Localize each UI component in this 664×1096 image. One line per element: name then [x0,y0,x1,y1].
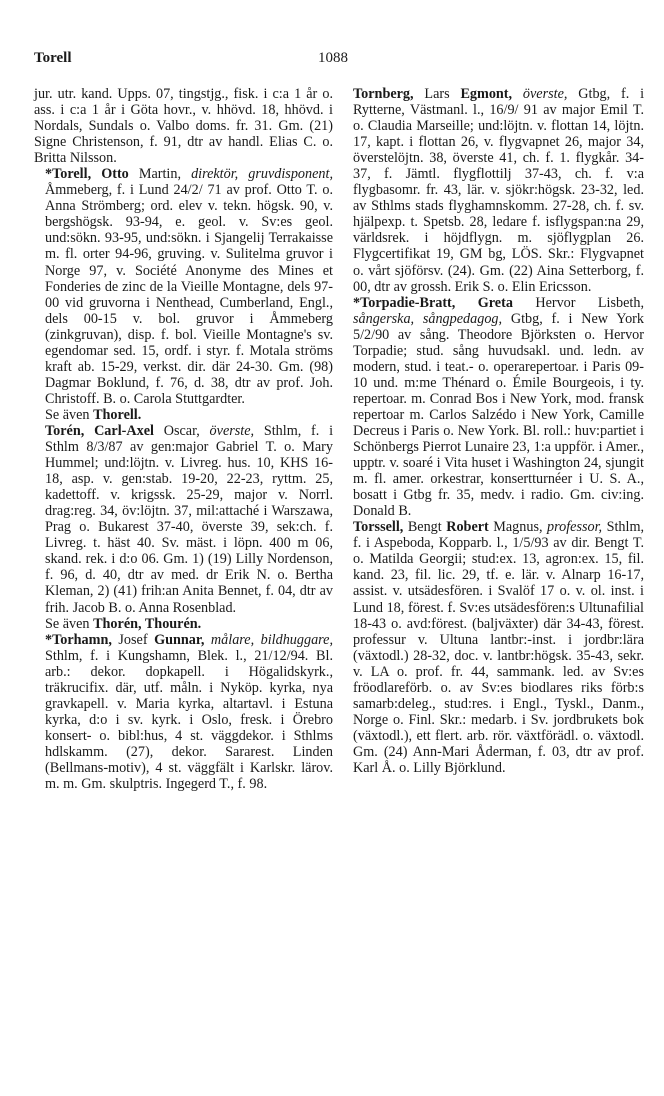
entry-text: Sthlm, f. i Aspeboda, Kopparb. l., 1/5/93 av dir. Bengt T. o. Matilda Georgii; stud:ex. 13, agron:ex. 15, fil. kand. 23, fil. lic. 29, tf. e. lär. v. Alnarp 16-17, assist. v. utsädesfören. i Svalöf 17 o. v. ol. inst. i Lund 18, förest. f. Sv:es utsädesfören:s Ultunafilial 18-43 o. avd:förest. (baljväxter) där 34-43, förest. professur v. Ultuna lantbr:-inst. i jordbr:lära (växtodl.) 28-32, doc. v. lantbr:högsk. 35-43, sekr. v. LA o. prof. fr. 44, sammank. led. av Sv:es fröodlareförb. o. av Sv:es biodlares riks förb:s samarb:deleg., stud:res. i Engl., Tyskl., Danm., Norge o. Finl. Skr.: medarb. i Sv. jordbrukets bok (växtodl.), ett flert. arb. rör. växtförädl. o. växtodl. Gm. (24) Ann-Mari Åderman, f. 03, dtr av prof. Karl Å. o. Lilly Björklund. [353,519,645,776]
see-also-target: Thorell. [93,406,142,423]
entry-text: jur. utr. kand. Upps. 07, tingstjg., fisk. i c:a 1 år o. ass. i c:a 1 år i Göta hovr., v. hhövd. 18, hhövd. i Nordals, Sundals o. Valbo doms. fr. 31. Gm. (21) Signe Christenson, f. 91, dtr av handl. Elias C. o. Britta Nilsson. [34,86,333,167]
biography-entry-torhamn-gunnar: *Torhamn, Josef Gunnar, målare, bildhuggare, Sthlm, f. i Kungshamn, Blek. l., 21/12/94. Bl. arb.: dekor. dopkapell. i Högalidskyrk., träkrucifix. där, utf. måln. i Nyköp. kyrka, nya gravkapell. v. Maria kyrka, altartavl. i Estuna kyrka, d:o i sv. kyrk. i Oslo, fresk. i Örebro konsert- o. bibl:hus, 4 st. väggdekor. i Sthlms hdlskamm. (27), dekor. Sararest. Linden (Bellmans-motiv), 4 st. väggfält i Karlskr. lärov. m. m. Gm. skulptris. Ingegerd T., f. 98. [45,631,333,793]
entry-text: Gtbg, f. i Rytterne, Västmanl. l., 16/9/ 91 av major Emil T. o. Claudia Marseille; und:löjtn. v. flottan 14, löjtn. 17, kapt. i flottan 26, v. flygvapnet 26, major 34, överstelöjtn. 38, överste 41, ch. f. 1. flygkår. 34-37, f. Jämtl. flygflottilj 37-43, ch. f. v:a flygbasomr. fr. 43, lär. v. sjökr:högsk. 23-32, led. av Sthlms stads flyghamnskomm. 27-28, ch. f. sv. hjälpexp. t. Spetsb. 28, ledare f. isflygspan:na 29, världsrek. i höjdflygn. m. sjöflygplan 26. Flygcertifikat 19, GM bg, LÖS. Skr.: Flygvapnet o. vårt sjöförsv. (24). Gm. (22) Aina Setterborg, f. 00, dtr av grossh. Erik S. o. Elin Ericsson. [353,86,645,295]
entry-title: överste, [209,422,255,439]
entry-first-name: Carl-Axel [94,422,154,439]
entry-first-name: Greta [477,294,513,311]
see-also-reference: Se även Thorell. [45,406,142,423]
entry-text: Åmmeberg, f. i Lund 24/2/ 71 av prof. Otto T. o. Anna Strömberg; ord. elev v. tekn. högsk. 90, v. bergshögsk. 93-94, e. geol. v. Sv:es geol. und:sökn. 93-95, und:sökn. i Sjangelij Terrakaisse m. fl. orter 94-96, gruving. v. Sulitelma gruvor i Norge 97, v. Société Anonyme des Mines et Fonderies de zinc de la Vieille Montagne, dels 97-00 vid gruvorna i Nenthead, Cumberland, Engl., dels 00-15 v. bol. gruvor i Åmmeberg (zinkgruvan), disp. f. bol. Vieille Montagne's sv. egendomar sed. 15, ordf. i styr. f. Motala ströms kraft ab. 15-29, verkst. dir. där 24-30. Gm. (98) Dagmar Boklund, f. 76, d. 38, dtr av prof. Joh. Christoff. B. o. Carola Stuttgardter. [45,182,333,407]
entry-surname: Torén, [45,422,85,439]
biography-entry-tornberg-egmont: Tornberg, Lars Egmont, överste, Gtbg, f. i Rytterne, Västmanl. l., 16/9/ 91 av major Emil T. o. Claudia Marseille; und:löjtn. v. flottan 14, löjtn. 17, kapt. i flottan 26, v. flygvapnet 26, major 34, överstelöjtn. 38, överste 41, ch. f. 1. flygkår. 34-37, f. Jämtl. flygflottilj 37-43, ch. f. v:a flygbasomr. fr. 43, lär. v. sjökr:högsk. 23-32, led. av Sthlms stads flyghamnskomm. 27-28, ch. f. sv. hjälpexp. t. Spetsb. 28, ledare f. isflygspan:na 29, världsrek. i höjdflygn. m. sjöflygplan 26. Flygcertifikat 19, GM bg, LÖS. Skr.: Flygvapnet o. vårt sjöförsv. (24). Gm. (22) Aina Setterborg, f. 00, dtr av grossh. Erik S. o. Elin Ericsson. [353,86,645,295]
running-head-surname: Torell [34,50,72,66]
entry-first-name: Egmont, [460,86,513,102]
entry-title: målare, bildhuggare, [210,631,333,648]
entry-title: professor, [547,519,603,536]
entry-first-name: Gunnar, [154,631,205,648]
continued-entry [34,86,333,166]
left-column [34,86,333,792]
see-also-reference: Se även Thorén, Thourén. [45,615,202,632]
entry-title: sångerska, sångpedagog, [353,310,503,327]
entry-first-name: Robert [446,519,489,536]
entry-surname: Tornberg, [353,86,414,102]
entry-title: överste, [522,86,568,102]
entry-first-name: Otto [101,166,129,183]
entry-text: Gtbg, f. i New York 5/2/90 av sång. Theodore Björksten o. Hervor Torpadie; stud. sång huvudsakl. und. ledn. av modern, stud. i teat.- o. operarepertoar. i Paris 09-10 und. m:me Thénard o. Émile Bourgeois, i ty. repertoar. m. Conrad Bos i New York, mod. fransk repertoar m. Carlos Salzédo i New York, Camille Decreus i Paris o. New York. Bl. roll.: huv:partiet i Schönbergs Pierrot Lunaire 23, 1:a uppför. i Amer., upptr. v. soaré i Vita huset i Washington 24, sjungit m. fl. amer. orkestrar, konsertturnéer i U. S. A., bosatt i Gtbg fr. 35, medv. i radio. Gm. civ:ing. Donald B. [353,310,645,520]
biography-entry-toren-carl-axel: Torén, Carl-Axel Oscar, överste, Sthlm, f. i Sthlm 8/3/87 av gen:major Gabriel T. o. Mary Hummel; und:löjtn. v. Livreg. hus. 10, KHS 16-18, asp. v. gen:stab. 19-20, 22-23, ryttm. 25, kadettoff. v. krigssk. 25-29, major v. Norrl. drag:reg. 34, öv:löjtn. 37, mil:attaché i Warszawa, Prag o. Bukarest 37-40, överste 39, sek:ch. f. Livreg. t. häst 40. Sv. mäst. i löpn. 400 m 06, skand. rek. i d:o 06. Gm. 1) (19) Lilly Nordenson, f. 96, d. 40, dtr av med. dr Erik N. o. Bertha Kleman, 2) (41) frih:an Anita Bennet, f. 04, dtr av frih. Jacob B. o. Anna Rosenblad. [45,422,334,616]
page-header [34,50,632,72]
biography-entry-torssell-robert: Torssell, Bengt Robert Magnus, professor, Sthlm, f. i Aspeboda, Kopparb. l., 1/5/93 av dir. Bengt T. o. Matilda Georgii; stud:ex. 13, agron:ex. 15, fil. kand. 23, fil. lic. 29, tf. e. lär. v. Alnarp 16-17, assist. v. utsädesfören. i Svalöf 17 o. v. ol. inst. i Lund 18, förest. f. Sv:es utsädesfören:s Ultunafilial 18-43 o. avd:förest. (baljväxter) där 34-43, förest. professur v. Ultuna lantbr:-inst. i jordbr:lära (växtodl.) 28-32, doc. v. lantbr:högsk. 35-43, sekr. v. LA o. prof. fr. 44, sammank. led. av Sv:es fröodlareförb. o. av Sv:es biodlares riks förb:s samarb:deleg., stud:res. i Engl., Tyskl., Danm., Norge o. Finl. Skr.: medarb. i Sv. jordbrukets bok (växtodl.), ett flert. arb. rör. växtförädl. o. växtodl. Gm. (24) Ann-Mari Åderman, f. 03, dtr av prof. Karl Å. o. Lilly Björklund. [353,519,645,776]
entry-text: Sthlm, f. i Sthlm 8/3/87 av gen:major Gabriel T. o. Mary Hummel; und:löjtn. v. Livreg. hus. 10, KHS 16-18, asp. v. gen:stab. 19-20, 22-23, ryttm. 25, kadettoff. v. krigssk. 25-29, major v. Norrl. drag:reg. 34, öv:löjtn. 37, mil:attaché i Warszawa, Prag o. Bukarest 37-40, överste 39, sek:ch. f. Livreg. t. häst 40. Sv. mäst. i löpn. 400 m 06, skand. rek. i d:o 06. Gm. 1) (19) Lilly Nordenson, f. 96, d. 40, dtr av med. dr Erik N. o. Bertha Kleman, 2) (41) frih:an Anita Bennet, f. 04, dtr av frih. Jacob B. o. Anna Rosenblad. [45,422,334,616]
entry-surname: Torssell, [353,519,404,536]
entry-surname: Torhamn, [52,631,112,648]
entry-title: direktör, gruvdisponent, [191,166,333,183]
right-column [342,86,644,776]
entry-text: Sthlm, f. i Kungshamn, Blek. l., 21/12/94. Bl. arb.: dekor. dopkapell. i Högalidskyrk., träkrucifix. där, utf. måln. i Nyköp. kyrka, nya gravkapell. v. Maria kyrka, altartavl. i Estuna kyrka, d:o i sv. kyrk. i Oslo, fresk. i Örebro konsert- o. bibl:hus, 4 st. väggdekor. i Sthlms hdlskamm. (27), dekor. Sararest. Linden (Bellmans-motiv), 4 st. väggfält i Karlskr. lärov. m. m. Gm. skulptris. Ingegerd T., f. 98. [45,647,333,793]
entry-surname: Torpadie-Bratt, [360,294,456,311]
see-also-target: Thorén, Thourén. [93,615,202,632]
biography-entry-torell-otto: *Torell, Otto Martin, direktör, gruvdisponent, Åmmeberg, f. i Lund 24/2/ 71 av prof. Otto T. o. Anna Strömberg; ord. elev v. tekn. högsk. 90, v. bergshögsk. 93-94, e. geol. v. Sv:es geol. und:sökn. 93-95, und:sökn. i Sjangelij Terrakaisse m. fl. orter 94-96, gruving. v. Sulitelma gruvor i Norge 97, v. Société Anonyme des Mines et Fonderies de zinc de la Vieille Montagne, dels 97-00 vid gruvorna i Nenthead, Cumberland, Engl., dels 00-15 v. bol. gruvor i Åmmeberg (zinkgruvan), disp. f. bol. Vieille Montagne's sv. egendomar sed. 15, ordf. i styr. f. Motala ströms kraft ab. 15-29, verkst. dir. där 24-30. Gm. (98) Dagmar Boklund, f. 76, d. 38, dtr av prof. Joh. Christoff. B. o. Carola Stuttgardter. [45,166,333,407]
page-number: 1088 [318,50,348,66]
biography-entry-torpadie-bratt-greta: *Torpadie-Bratt, Greta Hervor Lisbeth, sångerska, sångpedagog, Gtbg, f. i New York 5/2/90 av sång. Theodore Björksten o. Hervor Torpadie; stud. sång huvudsakl. und. ledn. av modern, stud. i teat.- o. operarepertoar. i Paris 09-10 und. m:me Thénard o. Émile Bourgeois, i ty. repertoar. m. Conrad Bos i New York, mod. fransk repertoar m. Carlos Salzédo i New York, Camille Decreus i Paris o. New York. Bl. roll.: huv:partiet i Schönbergs Pierrot Lunaire 23, 1:a uppför. i Amer., upptr. v. soaré i Vita huset i Washington 24, sjungit m. fl. amer. orkestrar, konsertturnéer i U. S. A., bosatt i Gtbg fr. 35, medv. i radio. Gm. civ:ing. Donald B. [353,294,645,520]
entry-surname: Torell, [52,166,92,183]
